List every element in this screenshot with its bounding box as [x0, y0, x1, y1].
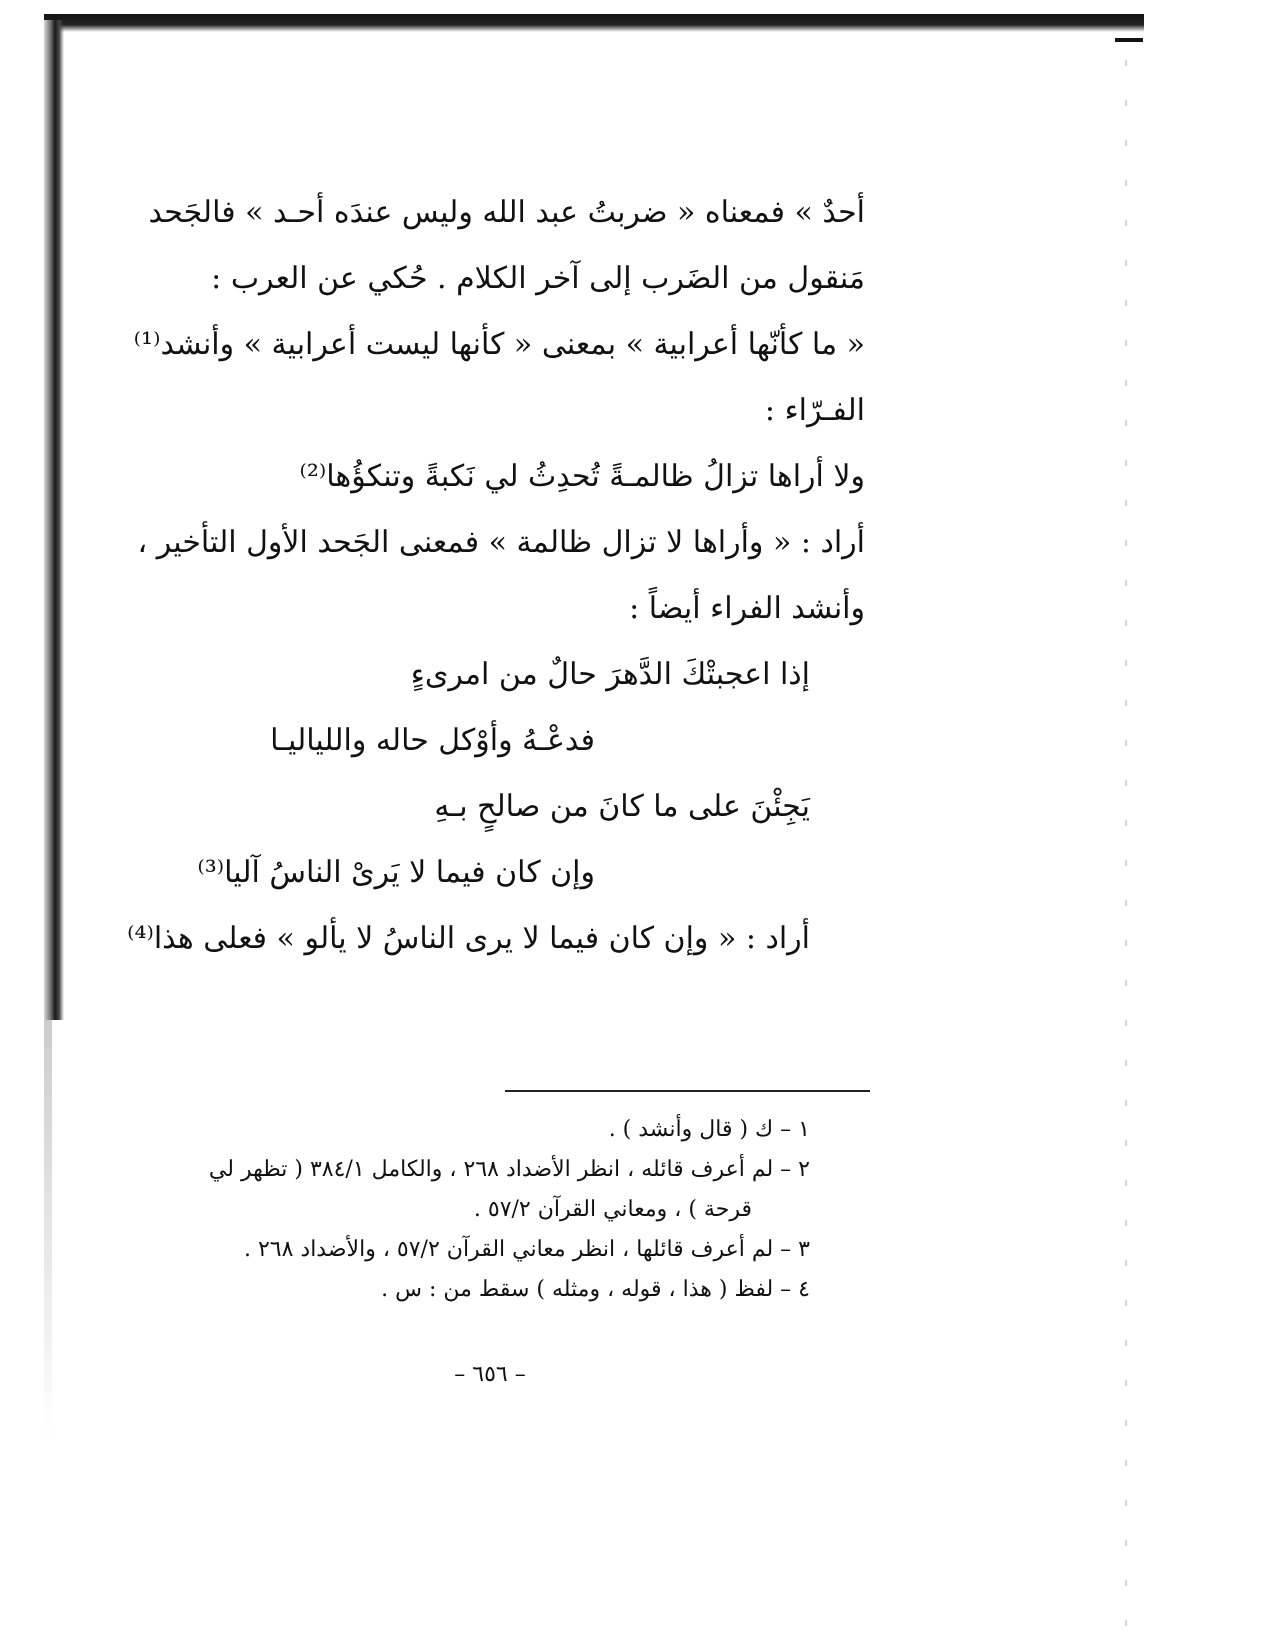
scan-right-edge-dots: [1125, 60, 1127, 1640]
footnote: ٤ – لفظ ( هذا ، قوله ، ومثله ) سقط من : س .: [381, 1277, 810, 1302]
text-line: وأنشد الفراء أيضاً :: [629, 591, 865, 626]
verse-line: يَجِئْنَ على ما كانَ من صالحٍ بـهِ: [434, 789, 810, 824]
text-line: مَنقول من الضَرب إلى آخر الكلام . حُكي عن العرب :: [211, 261, 865, 296]
text-line-closing: أراد : « وإن كان فيما لا يرى الناسُ لا يألو » فعلى هذا⁽⁴⁾: [127, 921, 810, 956]
verse-line: وإن كان فيما لا يَرىْ الناسُ آليا⁽³⁾: [197, 855, 595, 890]
footnote: ١ – ك ( قال وأنشد ) .: [608, 1117, 810, 1142]
scan-left-edge: [44, 20, 64, 1020]
text-line: ولا أراها تزالُ ظالمـةً تُحدِثُ لي نَكبةً وتنكؤُها⁽²⁾: [299, 459, 865, 494]
verse-line: إذا اعجبتْكَ الدَّهرَ حالٌ من امرىءٍ: [410, 657, 810, 692]
scan-top-right-mark: [1115, 38, 1143, 42]
text-line: أحدٌ » فمعناه « ضربتُ عبد الله وليس عندَه أحـد » فالجَحد: [148, 195, 865, 230]
verse-line: فدعْـهُ وأوْكل حاله واللياليـا: [270, 723, 595, 758]
text-line: أراد : « وأراها لا تزال ظالمة » فمعنى الجَحد الأول التأخير ،: [137, 525, 865, 560]
text-line: « ما كأنّها أعرابية » بمعنى « كأنها ليست أعرابية » وأنشد⁽¹⁾: [133, 327, 865, 362]
footnote-divider: [505, 1090, 870, 1092]
scan-top-edge: [44, 14, 1144, 32]
footnotes-block: [130, 1110, 810, 1310]
footnote: ٢ – لم أعرف قائله ، انظر الأضداد ٢٦٨ ، والكامل ٣٨٤/١ ( تظهر لي: [208, 1157, 810, 1182]
scan-left-edge-fade: [44, 1020, 52, 1440]
text-line: الفـرّاء :: [764, 393, 865, 428]
footnote-continuation: قرحة ) ، ومعاني القرآن ٥٧/٢ .: [473, 1197, 752, 1222]
footnote: ٣ – لم أعرف قائلها ، انظر معاني القرآن ٥٧/٢ ، والأضداد ٢٦٨ .: [243, 1237, 810, 1262]
page-number: – ٦٥٦ –: [454, 1362, 526, 1387]
main-text-block: [127, 180, 865, 972]
